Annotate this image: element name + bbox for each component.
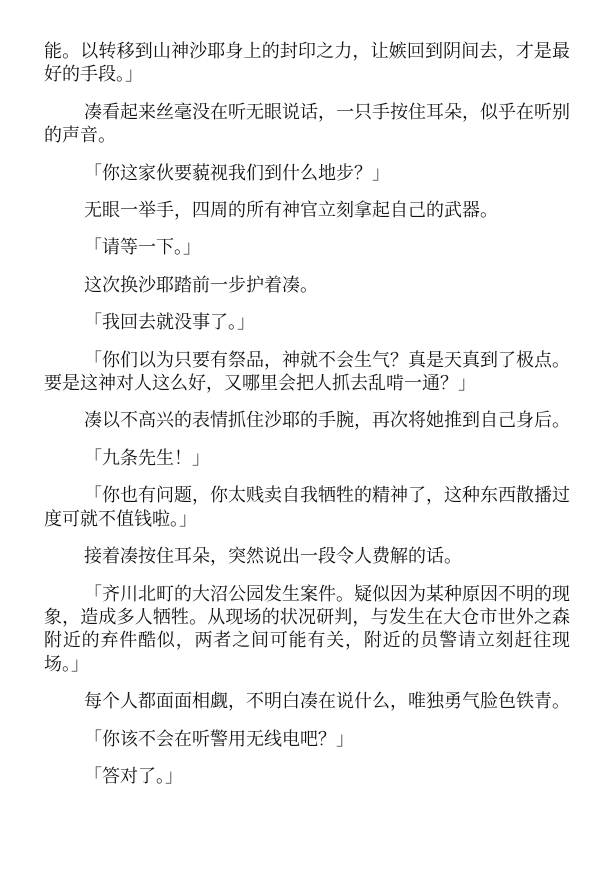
paragraph: 「你们以为只要有祭品，神就不会生气？真是天真到了极点。要是这神对人这么好，又哪里会把人抓去乱啃一通？」 bbox=[44, 349, 570, 394]
paragraph: 凑看起来丝毫没在听无眼说话，一只手按住耳朵，似乎在听别的声音。 bbox=[44, 101, 570, 146]
paragraph: 「请等一下。」 bbox=[84, 237, 201, 258]
paragraph: 「齐川北町的大沼公园发生案件。疑似因为某种原因不明的现象，造成多人牺牲。从现场的状况研判，与发生在大仓市世外之森附近的弃件酷似，两者之间可能有关，附近的员警请立刻赶往现场。」 bbox=[44, 583, 570, 674]
page-text bbox=[44, 40, 570, 788]
paragraph: 「你该不会在听警用无线电吧？」 bbox=[84, 728, 354, 749]
paragraph: 「你这家伙要藐视我们到什么地步？」 bbox=[84, 162, 390, 183]
paragraph: 接着凑按住耳朵，突然说出一段令人费解的话。 bbox=[84, 546, 462, 567]
paragraph: 凑以不高兴的表情抓住沙耶的手腕，再次将她推到自己身后。 bbox=[84, 410, 570, 431]
paragraph: 能。以转移到山神沙耶身上的封印之力，让嫉回到阴间去，才是最好的手段。」 bbox=[44, 41, 570, 85]
paragraph: 这次换沙耶踏前一步护着凑。 bbox=[84, 274, 318, 295]
paragraph: 「九条先生！」 bbox=[84, 447, 210, 468]
paragraph: 「我回去就没事了。」 bbox=[84, 312, 255, 333]
paragraph: 「答对了。」 bbox=[84, 765, 183, 786]
paragraph: 「你也有问题，你太贱卖自我牺牲的精神了，这种东西散播过度可就不值钱啦。」 bbox=[44, 485, 570, 529]
paragraph: 每个人都面面相觑，不明白凑在说什么，唯独勇气脸色铁青。 bbox=[84, 691, 570, 712]
paragraph: 无眼一举手，四周的所有神官立刻拿起自己的武器。 bbox=[84, 200, 498, 221]
